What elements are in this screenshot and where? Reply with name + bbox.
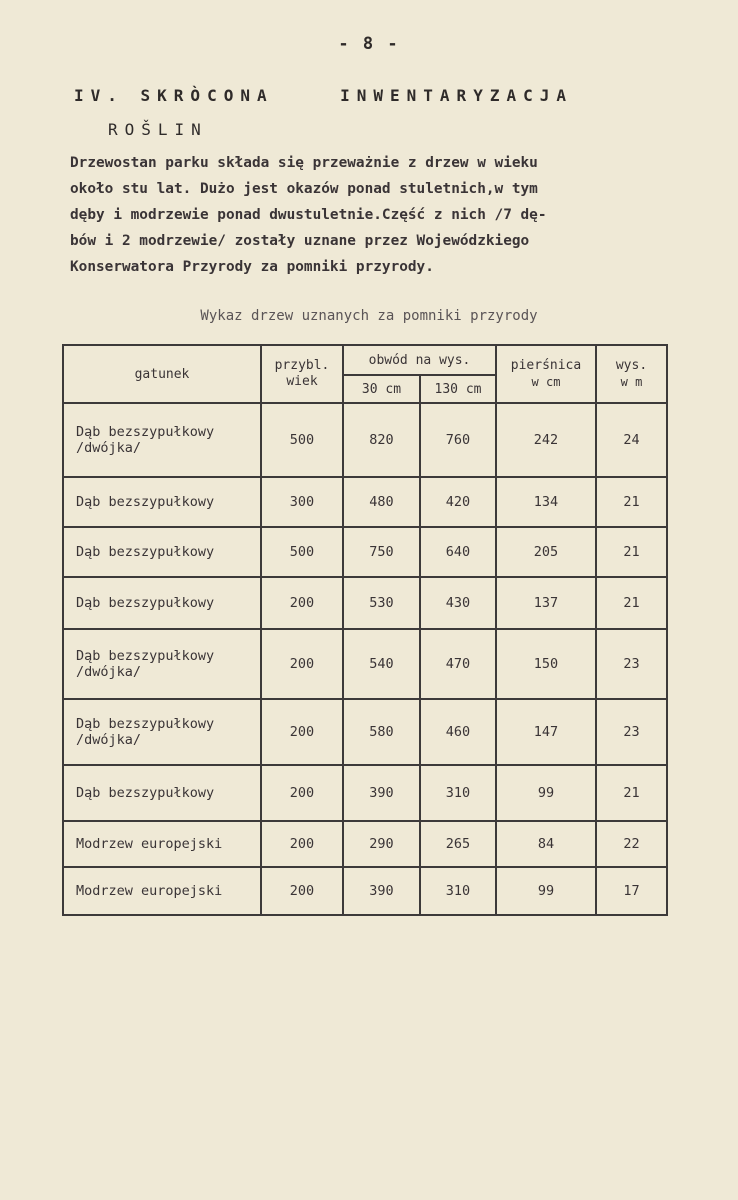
header-pierśnica bbox=[496, 345, 596, 403]
height-cell: 23 bbox=[596, 629, 667, 699]
species-note: /dwójka/ bbox=[76, 440, 142, 456]
species-note: /dwójka/ bbox=[76, 664, 142, 680]
pierśnica-cell: 99 bbox=[496, 867, 596, 915]
girth-30-cell: 480 bbox=[343, 477, 420, 527]
paragraph-line: około stu lat. Dużo jest okazów ponad stuletnich,w tym bbox=[70, 181, 538, 197]
girth-130-cell: 640 bbox=[420, 527, 496, 577]
girth-30-cell: 580 bbox=[343, 699, 420, 765]
pierśnica-cell: 137 bbox=[496, 577, 596, 629]
girth-30-cell: 540 bbox=[343, 629, 420, 699]
table-row bbox=[63, 629, 667, 699]
pierśnica-cell: 134 bbox=[496, 477, 596, 527]
girth-130-cell: 430 bbox=[420, 577, 496, 629]
header-pierśnica-line1: pierśnica bbox=[510, 358, 582, 373]
height-cell: 17 bbox=[596, 867, 667, 915]
header-row-top bbox=[63, 345, 667, 375]
age-cell: 200 bbox=[261, 699, 343, 765]
pierśnica-cell: 205 bbox=[496, 527, 596, 577]
species-note: /dwójka/ bbox=[76, 732, 142, 748]
table-row bbox=[63, 867, 667, 915]
species-cell: Dąb bezszypułkowy bbox=[63, 765, 261, 821]
table-row bbox=[63, 765, 667, 821]
header-height bbox=[596, 345, 667, 403]
height-cell: 23 bbox=[596, 699, 667, 765]
girth-130-cell: 470 bbox=[420, 629, 496, 699]
girth-130-cell: 420 bbox=[420, 477, 496, 527]
pierśnica-cell: 147 bbox=[496, 699, 596, 765]
paragraph-line: Konserwatora Przyrody za pomniki przyrody. bbox=[70, 259, 434, 275]
age-cell: 300 bbox=[261, 477, 343, 527]
table-row bbox=[63, 527, 667, 577]
table-row bbox=[63, 699, 667, 765]
species-name: Dąb bezszypułkowy bbox=[76, 424, 215, 440]
table-row bbox=[63, 477, 667, 527]
age-cell: 200 bbox=[261, 577, 343, 629]
height-cell: 21 bbox=[596, 477, 667, 527]
header-pierśnica-line2: w cm bbox=[531, 375, 561, 389]
species-cell bbox=[63, 403, 261, 477]
species-cell bbox=[63, 699, 261, 765]
intro-paragraph bbox=[70, 150, 690, 280]
header-age-line1: przybl. bbox=[274, 358, 330, 373]
height-cell: 21 bbox=[596, 577, 667, 629]
girth-130-cell: 310 bbox=[420, 765, 496, 821]
species-name: Dąb bezszypułkowy bbox=[76, 716, 215, 732]
table-caption: Wykaz drzew uznanych za pomniki przyrody bbox=[200, 308, 538, 324]
age-cell: 200 bbox=[261, 765, 343, 821]
species-cell: Modrzew europejski bbox=[63, 821, 261, 867]
species-name: Dąb bezszypułkowy bbox=[76, 648, 215, 664]
height-cell: 21 bbox=[596, 765, 667, 821]
girth-30-cell: 390 bbox=[343, 867, 420, 915]
header-age-line2: wiek bbox=[286, 374, 318, 389]
girth-30-cell: 820 bbox=[343, 403, 420, 477]
section-heading: IV. SKRÒCONA INWENTARYZACJA bbox=[74, 86, 573, 105]
header-height-line1: wys. bbox=[615, 358, 648, 373]
header-species: gatunek bbox=[63, 345, 261, 403]
age-cell: 500 bbox=[261, 403, 343, 477]
girth-130-cell: 760 bbox=[420, 403, 496, 477]
species-cell: Dąb bezszypułkowy bbox=[63, 477, 261, 527]
height-cell: 24 bbox=[596, 403, 667, 477]
species-cell: Modrzew europejski bbox=[63, 867, 261, 915]
header-age bbox=[261, 345, 343, 403]
pierśnica-cell: 99 bbox=[496, 765, 596, 821]
paragraph-line: Drzewostan parku składa się przeważnie z drzew w wieku bbox=[70, 155, 538, 171]
species-cell: Dąb bezszypułkowy bbox=[63, 527, 261, 577]
girth-130-cell: 265 bbox=[420, 821, 496, 867]
girth-130-cell: 310 bbox=[420, 867, 496, 915]
girth-30-cell: 750 bbox=[343, 527, 420, 577]
girth-30-cell: 530 bbox=[343, 577, 420, 629]
header-girth-130: 130 cm bbox=[420, 375, 496, 403]
girth-130-cell: 460 bbox=[420, 699, 496, 765]
age-cell: 200 bbox=[261, 629, 343, 699]
pierśnica-cell: 150 bbox=[496, 629, 596, 699]
page-number: - 8 - bbox=[338, 34, 400, 54]
species-cell bbox=[63, 629, 261, 699]
header-girth: obwód na wys. bbox=[343, 345, 496, 375]
monument-trees-table bbox=[62, 344, 668, 916]
paragraph-line: bów i 2 modrzewie/ zostały uznane przez Wojewódzkiego bbox=[70, 233, 530, 249]
paragraph-line: dęby i modrzewie ponad dwustuletnie.Część z nich /7 dę- bbox=[70, 207, 547, 223]
section-heading-continued: ROŠLIN bbox=[108, 120, 208, 139]
height-cell: 22 bbox=[596, 821, 667, 867]
age-cell: 200 bbox=[261, 821, 343, 867]
height-cell: 21 bbox=[596, 527, 667, 577]
table-row bbox=[63, 403, 667, 477]
table-row bbox=[63, 821, 667, 867]
pierśnica-cell: 242 bbox=[496, 403, 596, 477]
species-cell: Dąb bezszypułkowy bbox=[63, 577, 261, 629]
pierśnica-cell: 84 bbox=[496, 821, 596, 867]
girth-30-cell: 290 bbox=[343, 821, 420, 867]
age-cell: 500 bbox=[261, 527, 343, 577]
age-cell: 200 bbox=[261, 867, 343, 915]
header-height-line2: w m bbox=[620, 375, 643, 389]
header-girth-30: 30 cm bbox=[343, 375, 420, 403]
table-row bbox=[63, 577, 667, 629]
girth-30-cell: 390 bbox=[343, 765, 420, 821]
